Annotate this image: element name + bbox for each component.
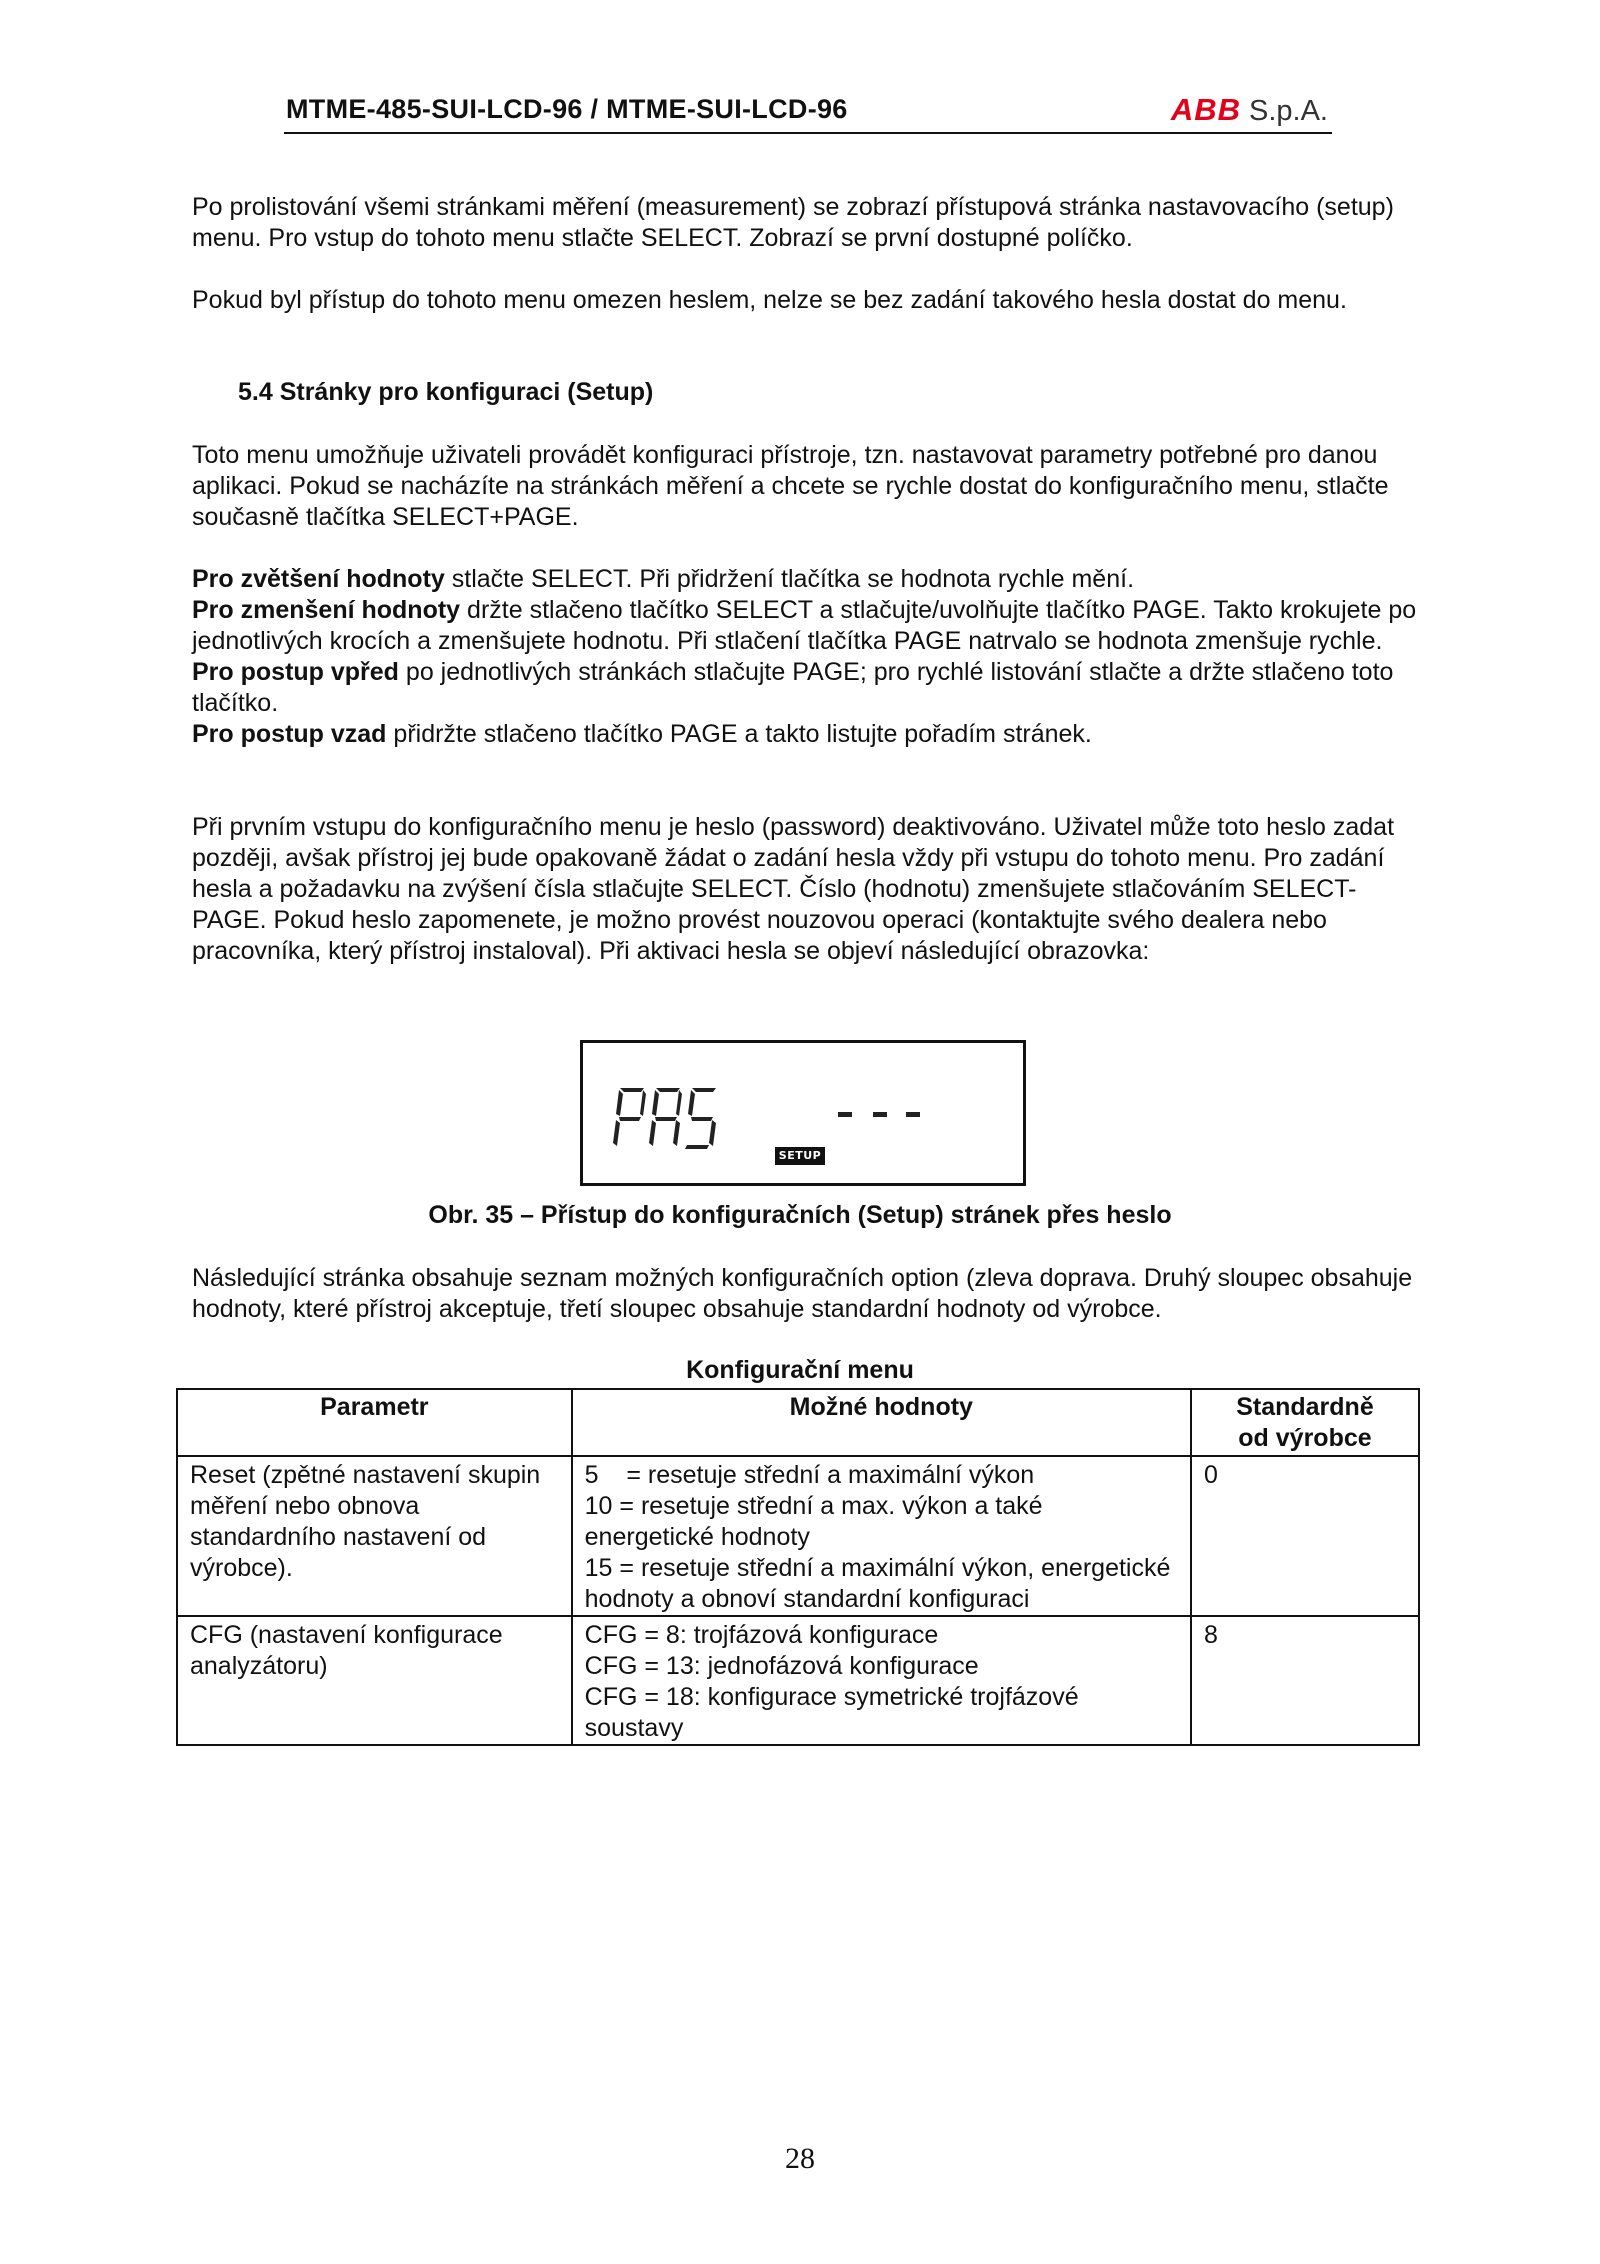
section-heading: 5.4 Stránky pro konfiguraci (Setup) [238,378,654,406]
button-instructions [192,564,1422,750]
instruction-back [192,719,1422,750]
header-brand [1171,92,1328,128]
paragraph-password: Při prvním vstupu do konfiguračního menu je heslo (password) deaktivováno. Uživatel může toto heslo zadat později, avšak přístroj jej bude opakovaně žádat o zadání hesla vždy při vstupu do tohoto menu. Pro zadání hesla a požadavku na zvýšení čísla stlačujte SELECT. Číslo (hodnotu) zmenšujete stlačováním SELECT-PAGE. Pokud heslo zapomenete, je možno provést nouzovou operaci (kontaktujte svého dealera nebo pracovníka, který přístroj instaloval). Při aktivaci hesla se objeví následující obrazovka: [192,813,1395,965]
value-option: 10 = resetuje střední a max. výkon a také energetické hodnoty [584,1492,1043,1551]
instruction-forward-text: po jednotlivých stránkách stlačujte PAGE; pro rychlé listování stlačte a držte stlačeno toto tlačítko. [192,658,1394,717]
paragraph-setup-access: Po prolistování všemi stránkami měření (measurement) se zobrazí přístupová stránka nastavovacího (setup) menu. Pro vstup do tohoto menu stlačte SELECT. Zobrazí se první dostupné políčko. [192,193,1394,252]
instruction-decrease [192,595,1422,657]
header-default-line2: od výrobce [1238,1424,1372,1452]
abb-logo: ABB [1170,92,1241,127]
setup-intro-block [192,440,1422,533]
lcd-display [580,1040,1026,1186]
instruction-decrease-text: držte stlačeno tlačítko SELECT a stlačujte/uvolňujte tlačítko PAGE. Takto krokujete po jednotlivých krocích a zmenšujete hodnotu. Při stlačení tlačítka PAGE natrvalo se hodnota zmenšuje rychle. [192,596,1417,655]
table-row [177,1616,1419,1745]
table-intro-block [192,1263,1422,1325]
header-default [1191,1389,1419,1456]
table-row [177,1456,1419,1616]
value-option: CFG = 18: konfigurace symetrické trojfázové soustavy [584,1683,1079,1742]
paragraph-password-restriction: Pokud byl přístup do tohoto menu omezen heslem, nelze se bez zadání takového hesla dostat do menu. [192,286,1347,314]
instruction-increase-text: stlačte SELECT. Při přidržení tlačítka se hodnota rychle mění. [444,565,1135,593]
value-option: CFG = 8: trojfázová konfigurace [584,1621,939,1649]
table-header-row [177,1389,1419,1456]
lcd-value-dashes [838,1112,920,1117]
instruction-forward [192,657,1422,719]
paragraph-table-intro: Následující stránka obsahuje seznam možných konfiguračních option (zleva doprava. Druhý sloupec obsahuje hodnoty, které přístroj akceptuje, třetí sloupec obsahuje standardní hodnoty od výrobce. [192,1264,1413,1323]
cell-default: 0 [1191,1456,1419,1616]
intro-block [192,192,1422,254]
password-block [192,812,1422,967]
instruction-decrease-label: Pro zmenšení hodnoty [192,596,461,624]
header-values: Možné hodnoty [572,1389,1191,1456]
lcd-main-text-pas [613,1088,716,1149]
cell-default: 8 [1191,1616,1419,1745]
lcd-setup-badge: SETUP [775,1147,825,1165]
cell-param: CFG (nastavení konfigurace analyzátoru) [177,1616,572,1745]
cell-values [572,1456,1191,1616]
instruction-back-text: přidržte stlačeno tlačítko PAGE a takto listujte pořadím stránek. [386,720,1092,748]
instruction-back-label: Pro postup vzad [192,720,387,748]
config-menu-table [176,1388,1420,1746]
cell-values [572,1616,1191,1745]
value-option: 15 = resetuje střední a maximální výkon, energetické hodnoty a obnoví standardní konfiguraci [584,1554,1171,1613]
instruction-increase [192,564,1422,595]
figure-caption: Obr. 35 – Přístup do konfiguračních (Setup) stránek přes heslo [428,1201,1172,1229]
header-default-line1: Standardně [1236,1393,1374,1421]
value-option: 5 = resetuje střední a maximální výkon [584,1461,1035,1489]
page-number: 28 [785,2142,815,2175]
paragraph-setup-menu: Toto menu umožňuje uživateli provádět konfiguraci přístroje, tzn. nastavovat parametry potřebné pro danou aplikaci. Pokud se nacházíte na stránkách měření a chcete se rychle dostat do konfiguračního menu, stlačte současně tlačítka SELECT+PAGE. [192,441,1389,531]
header-title: MTME-485-SUI-LCD-96 / MTME-SUI-LCD-96 [286,94,848,124]
company-suffix: S.p.A. [1249,95,1328,127]
value-option: CFG = 13: jednofázová konfigurace [584,1652,979,1680]
header-param: Parametr [177,1389,572,1456]
password-note-block [192,285,1422,316]
cell-param: Reset (zpětné nastavení skupin měření nebo obnova standardního nastavení od výrobce). [177,1456,572,1616]
instruction-forward-label: Pro postup vpřed [192,658,399,686]
instruction-increase-label: Pro zvětšení hodnoty [192,565,445,593]
table-caption: Konfigurační menu [686,1356,914,1384]
page-header [284,92,1332,134]
